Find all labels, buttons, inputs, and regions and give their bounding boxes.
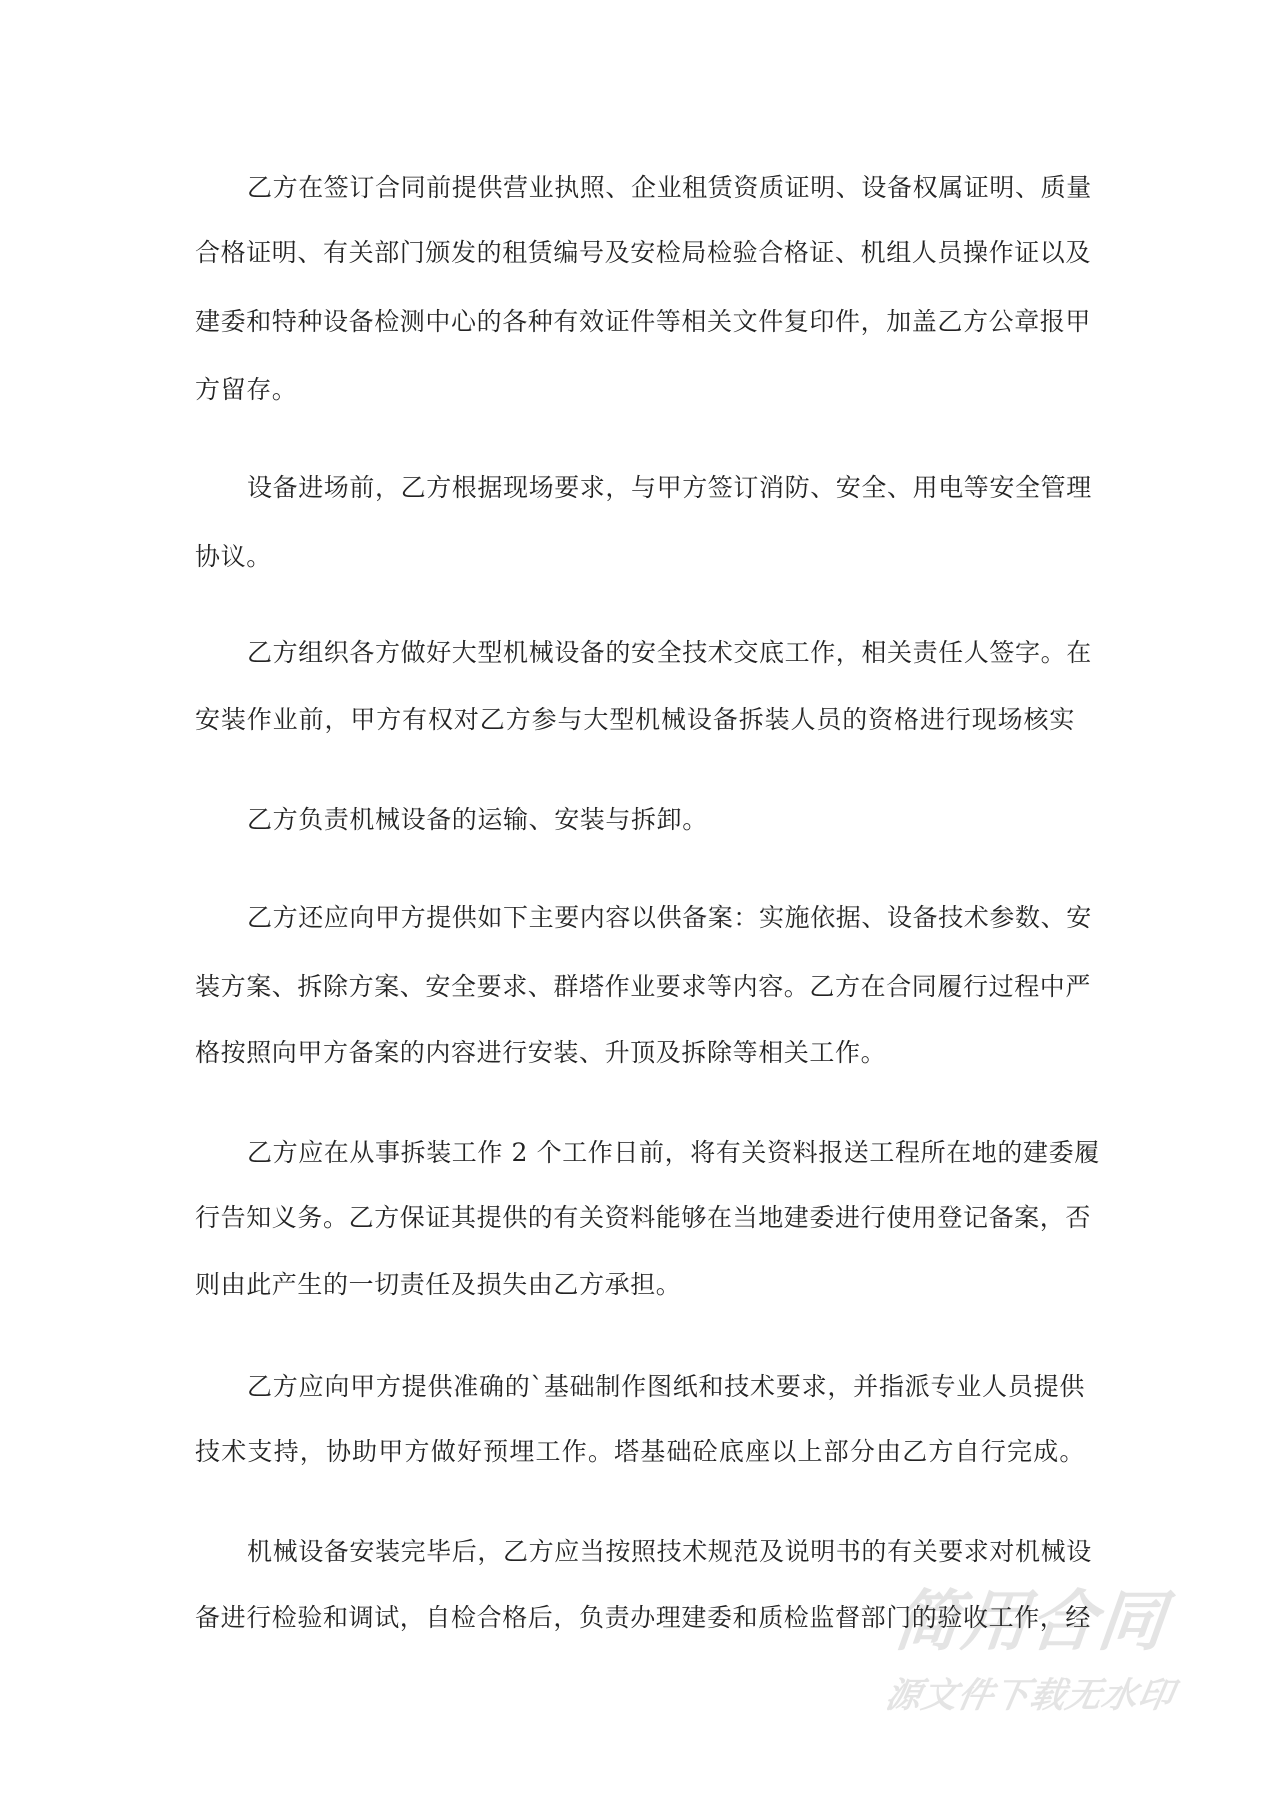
- paragraph-line: 方留存。: [195, 375, 298, 404]
- paragraph-line: 乙方还应向甲方提供如下主要内容以供备案：实施依据、设备技术参数、安: [247, 903, 1092, 932]
- paragraph-line: 机械设备安装完毕后，乙方应当按照技术规范及说明书的有关要求对机械设: [247, 1537, 1092, 1566]
- paragraph-line: 安装作业前，甲方有权对乙方参与大型机械设备拆装人员的资格进行现场核实: [195, 705, 1075, 734]
- paragraph-line: 乙方应在从事拆装工作 2 个工作日前，将有关资料报送工程所在地的建委履: [247, 1138, 1100, 1167]
- paragraph-line: 行告知义务。乙方保证其提供的有关资料能够在当地建委进行使用登记备案，否: [195, 1203, 1092, 1232]
- paragraph-line: 格按照向甲方备案的内容进行安装、升顶及拆除等相关工作。: [195, 1038, 887, 1067]
- paragraph-line: 合格证明、有关部门颁发的租赁编号及安检局检验合格证、机组人员操作证以及: [195, 238, 1092, 267]
- paragraph-line: 装方案、拆除方案、安全要求、群塔作业要求等内容。乙方在合同履行过程中严: [195, 972, 1092, 1001]
- paragraph-line: 乙方负责机械设备的运输、安装与拆卸。: [247, 805, 708, 834]
- paragraph-line: 协议。: [195, 542, 272, 571]
- watermark-title: 简用合同: [890, 1583, 1171, 1660]
- paragraph-line: 乙方应向甲方提供准确的`基础制作图纸和技术要求，并指派专业人员提供: [247, 1372, 1085, 1401]
- paragraph-line: 技术支持，协助甲方做好预埋工作。塔基础砼底座以上部分由乙方自行完成。: [195, 1437, 1085, 1466]
- watermark-subtitle: 源文件下载无水印: [882, 1676, 1178, 1716]
- paragraph-line: 备进行检验和调试，自检合格后，负责办理建委和质检监督部门的验收工作，经: [195, 1603, 1092, 1632]
- paragraph-line: 设备进场前，乙方根据现场要求，与甲方签订消防、安全、用电等安全管理: [247, 473, 1092, 502]
- paragraph-line: 则由此产生的一切责任及损失由乙方承担。: [195, 1270, 682, 1299]
- paragraph-line: 乙方组织各方做好大型机械设备的安全技术交底工作，相关责任人签字。在: [247, 638, 1092, 667]
- paragraph-line: 建委和特种设备检测中心的各种有效证件等相关文件复印件，加盖乙方公章报甲: [195, 307, 1092, 336]
- paragraph-line: 乙方在签订合同前提供营业执照、企业租赁资质证明、设备权属证明、质量: [247, 173, 1092, 202]
